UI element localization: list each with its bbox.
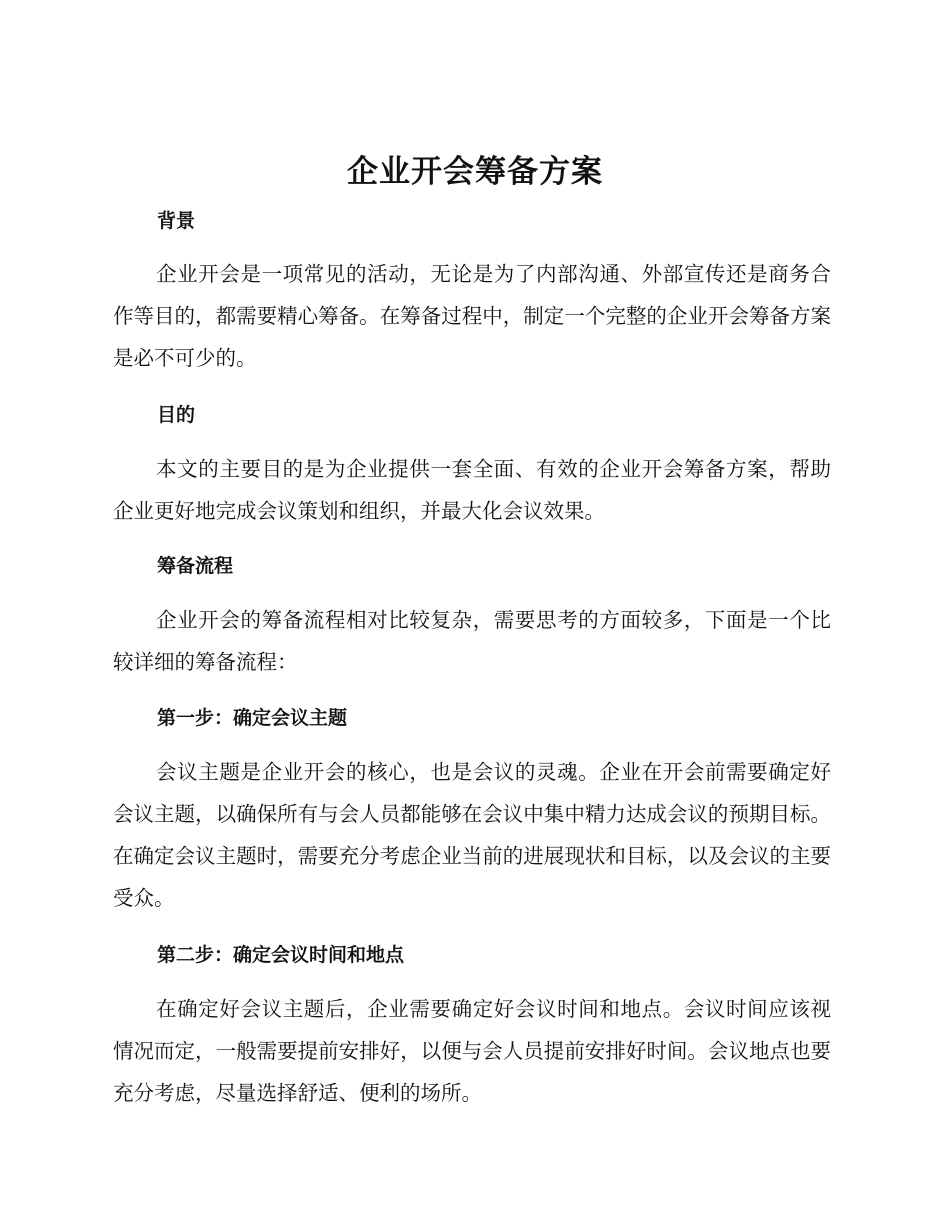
- section-paragraph-background: 企业开会是一项常见的活动，无论是为了内部沟通、外部宣传还是商务合作等目的，都需要精心筹备。在筹备过程中，制定一个完整的企业开会筹备方案是必不可少的。: [113, 262, 831, 370]
- section-heading-process: 筹备流程: [157, 555, 234, 577]
- section-heading-step-two: 第二步：确定会议时间和地点: [157, 944, 405, 966]
- section-heading-purpose: 目的: [157, 404, 196, 426]
- section-heading-background: 背景: [157, 210, 196, 232]
- section-paragraph-purpose: 本文的主要目的是为企业提供一套全面、有效的企业开会筹备方案，帮助企业更好地完成会议策划和组织，并最大化会议效果。: [113, 457, 831, 523]
- section-paragraph-step-one: 会议主题是企业开会的核心，也是会议的灵魂。企业在开会前需要确定好会议主题，以确保所有与会人员都能够在会议中集中精力达成会议的预期目标。在确定会议主题时，需要充分考虑企业当前的进展现状和目标，以及会议的主要受众。: [113, 760, 831, 910]
- section-paragraph-process: 企业开会的筹备流程相对比较复杂，需要思考的方面较多，下面是一个比较详细的筹备流程：: [113, 608, 831, 674]
- section-heading-step-one: 第一步：确定会议主题: [157, 707, 348, 729]
- document-title: 企业开会筹备方案: [347, 154, 603, 190]
- section-paragraph-step-two: 在确定好会议主题后，企业需要确定好会议时间和地点。会议时间应该视情况而定，一般需要提前安排好，以便与会人员提前安排好时间。会议地点也要充分考虑，尽量选择舒适、便利的场所。: [113, 997, 831, 1105]
